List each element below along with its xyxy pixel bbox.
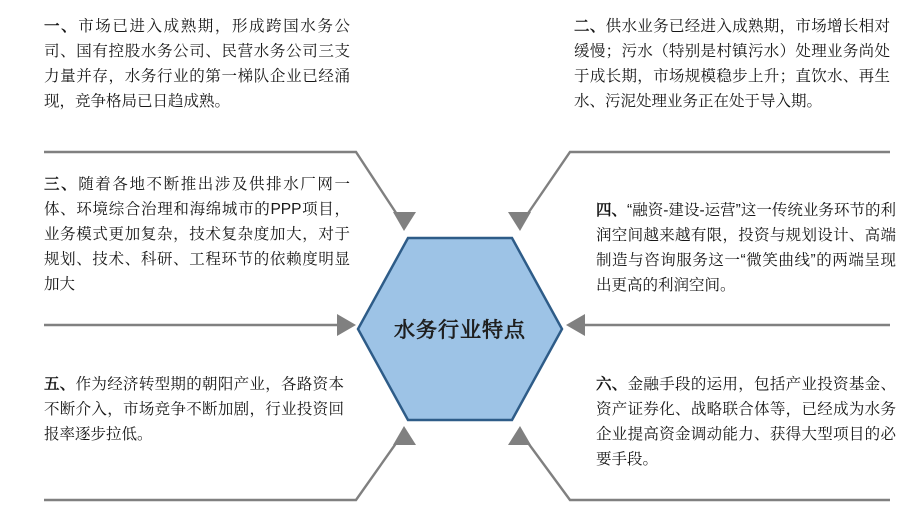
text-block-2-body: 供水业务已经进入成熟期，市场增长相对缓慢；污水（特别是村镇污水）处理业务尚处于成长期，市场规模稳步上升；直饮水、再生水、污泥处理业务正在处于导入期。 bbox=[574, 18, 890, 111]
text-block-5 bbox=[44, 372, 344, 447]
text-block-4-lead: 四、 bbox=[596, 202, 628, 219]
text-block-6 bbox=[596, 372, 896, 472]
text-block-3-body: 随着各地不断推出涉及供排水厂网一体、环境综合治理和海绵城市的PPP项目，业务模式更加复杂，技术复杂度加大，对于规划、技术、科研、工程环节的依赖度明显加大 bbox=[44, 176, 350, 294]
text-block-1 bbox=[44, 14, 350, 114]
arrowhead-top-left bbox=[393, 212, 416, 231]
arrowhead-bottom-right bbox=[508, 426, 531, 445]
center-label: 水务行业特点 bbox=[394, 319, 526, 342]
text-block-1-lead: 一、 bbox=[44, 18, 79, 35]
text-block-6-body: 金融手段的运用，包括产业投资基金、资产证券化、战略联合体等，已经成为水务企业提高资金调动能力、获得大型项目的必要手段。 bbox=[596, 376, 896, 469]
text-block-2-lead: 二、 bbox=[574, 18, 606, 35]
text-block-5-body: 作为经济转型期的朝阳产业，各路资本不断介入，市场竞争不断加剧，行业投资回报率逐步拉低。 bbox=[44, 376, 344, 444]
center-hexagon bbox=[356, 236, 564, 422]
text-block-2 bbox=[574, 14, 890, 114]
text-block-5-lead: 五、 bbox=[44, 376, 76, 393]
arrowhead-bottom-left bbox=[393, 426, 416, 445]
text-block-4 bbox=[596, 198, 896, 298]
arrowhead-top-right bbox=[508, 212, 531, 231]
text-block-6-lead: 六、 bbox=[596, 376, 628, 393]
text-block-4-body: “融资-建设-运营”这一传统业务环节的利润空间越来越有限，投资与规划设计、高端制造与咨询服务这一“微笑曲线”的两端呈现出更高的利润空间。 bbox=[596, 202, 896, 295]
text-block-3-lead: 三、 bbox=[44, 176, 79, 193]
arrowhead-middle-right bbox=[566, 314, 585, 336]
text-block-3 bbox=[44, 172, 350, 298]
text-block-1-body: 市场已进入成熟期，形成跨国水务公司、国有控股水务公司、民营水务公司三支力量并存，水务行业的第一梯队企业已经涌现，竞争格局已日趋成熟。 bbox=[44, 18, 350, 111]
arrowhead-middle-left bbox=[337, 314, 356, 336]
